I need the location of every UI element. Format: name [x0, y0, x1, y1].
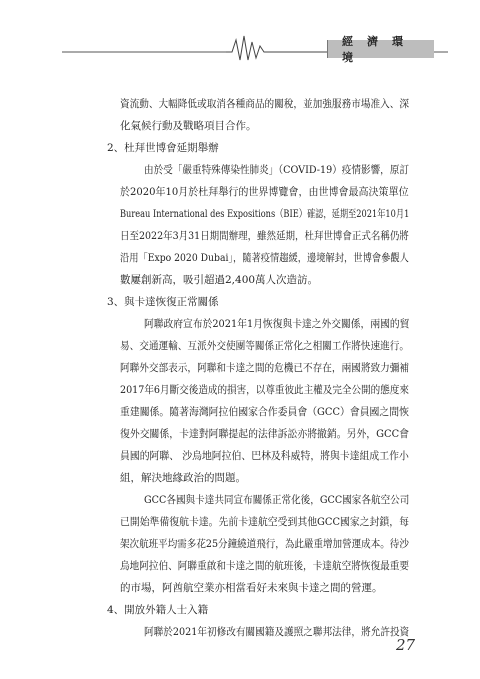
- text-line: 易、交通運輸、互派外交使團等關係正常化之相關工作將快速進行。: [120, 340, 409, 352]
- text-line: 已開始準備復航卡達。先前卡達航空受到其他GCC國家之封鎖，每: [120, 516, 409, 528]
- section-heading: 4、開放外籍人士入籍: [107, 604, 209, 616]
- text-line: 阿聯政府宣布於2021年1月恢復與卡達之外交關係，兩國的貿: [144, 318, 410, 330]
- text-line: 員國的阿聯、 沙烏地阿拉伯、巴林及科威特，將與卡達組成工作小: [120, 450, 409, 462]
- page-number: 27: [396, 636, 416, 654]
- text-line: 2017年6月斷交後造成的損害，以尊重彼此主權及完全公開的態度來: [120, 384, 409, 396]
- text-line: 組，解決地緣政治的問題。: [120, 472, 246, 484]
- running-header: [0, 28, 480, 64]
- text-line: 由於受「嚴重特殊傳染性肺炎」（COVID-19）疫情影響，原訂: [144, 164, 409, 176]
- text-line: 於2020年10月於杜拜舉行的世界博覽會，由世博會最高決策單位: [120, 186, 409, 198]
- text-line: 烏地阿拉伯、阿聯重啟和卡達之間的航班後，卡達航空將恢復最重要: [120, 560, 409, 572]
- text-line: 資流動、大幅降低或取消各種商品的關稅，並加強服務市場准入、深: [120, 98, 409, 110]
- chapter-label-box: [327, 35, 434, 64]
- text-line: 日至2022年3月31日期間辦理，雖然延期，杜拜世博會正式名稱仍將: [120, 230, 409, 242]
- text-line: 復外交關係，卡達對阿聯提起的法律訴訟亦將撤銷。另外，GCC會: [120, 428, 409, 440]
- text-line: Bureau International des Expositions（BIE）確認，延期至2021年10月1: [120, 208, 410, 220]
- text-line: 阿聯外交部表示，阿聯和卡達之間的危機已不存在，兩國將致力彌補: [120, 362, 409, 374]
- section-heading: 3、與卡達恢復正常關係: [107, 296, 219, 308]
- text-line: 重建關係。隨著海灣阿拉伯國家合作委員會（GCC）會員國之間恢: [120, 406, 409, 418]
- text-line: 化氣候行動及戰略項目合作。: [120, 120, 257, 132]
- section-heading: 2、杜拜世博會延期舉辦: [107, 142, 219, 154]
- text-line: GCC各國與卡達共同宣布關係正常化後，GCC國家各航空公司: [144, 494, 410, 506]
- chapter-title: 經濟環境: [342, 35, 417, 64]
- text-line: 的市場，阿酋航空業亦相當看好未來與卡達之間的營運。: [120, 582, 383, 594]
- text-line: 架次航班平均需多花25分鐘繞道飛行，為此嚴重增加營運成本。待沙: [120, 538, 409, 550]
- text-line: 數屢創新高，吸引超過2,400萬人次造訪。: [120, 274, 319, 286]
- text-line: 沿用「Expo 2020 Dubai」，隨著疫情趨緩，邊境解封，世博會參觀人: [120, 252, 409, 264]
- text-line: 阿聯於2021年初修改有關國籍及護照之聯邦法律，將允許投資: [144, 626, 410, 638]
